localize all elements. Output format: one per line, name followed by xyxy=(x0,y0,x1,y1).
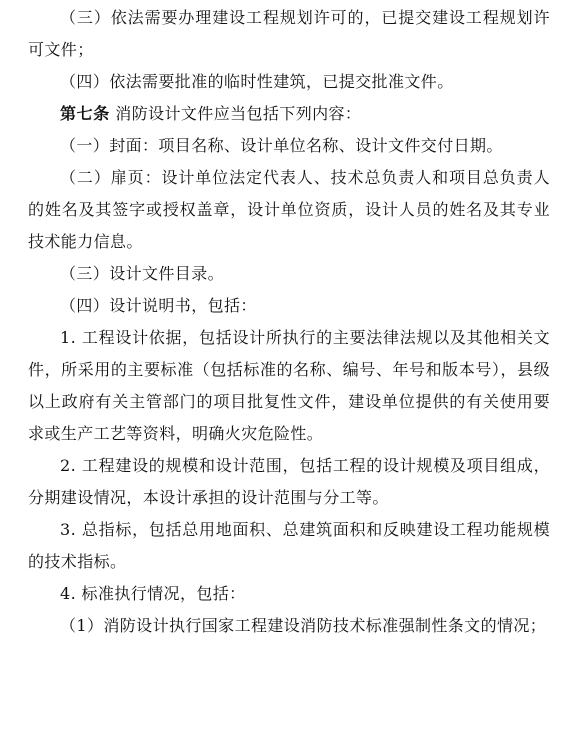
paragraph-toc xyxy=(28,258,550,290)
paragraph-text: 消防设计文件应当包括下列内容： xyxy=(109,104,362,123)
paragraph-text: （三）依法需要办理建设工程规划许可的，已提交建设工程规划许可文件； xyxy=(28,8,550,59)
paragraph-item-4 xyxy=(28,66,550,98)
paragraph-text: 4. 标准执行情况，包括： xyxy=(60,584,246,603)
paragraph-mandatory xyxy=(28,610,550,642)
paragraph-indicators xyxy=(28,514,550,578)
paragraph-text: （二）扉页：设计单位法定代表人、技术总负责人和项目总负责人的姓名及其签字或授权盖章，设计单位资质，设计人员的姓名及其专业技术能力信息。 xyxy=(28,168,550,251)
document-page xyxy=(28,2,550,642)
paragraph-text: 1. 工程设计依据，包括设计所执行的主要法律法规以及其他相关文件，所采用的主要标准（包括标准的名称、编号、年号和版本号），县级以上政府有关主管部门的项目批复性文件，建设单位提供的有关使用要求或生产工艺等资料，明确火灾危险性。 xyxy=(28,328,550,443)
paragraph-cover xyxy=(28,130,550,162)
paragraph-text: 2. 工程建设的规模和设计范围，包括工程的设计规模及项目组成，分期建设情况，本设计承担的设计范围与分工等。 xyxy=(28,456,550,507)
paragraph-standards xyxy=(28,578,550,610)
article-7-intro xyxy=(28,98,550,130)
paragraph-text: 3. 总指标，包括总用地面积、总建筑面积和反映建设工程功能规模的技术指标。 xyxy=(28,520,550,571)
paragraph-title-page xyxy=(28,162,550,258)
paragraph-design-spec xyxy=(28,290,550,322)
paragraph-basis xyxy=(28,322,550,450)
paragraph-text: （四）设计说明书，包括： xyxy=(60,296,257,315)
paragraph-text: （1）消防设计执行国家工程建设消防技术标准强制性条文的情况； xyxy=(60,616,547,635)
paragraph-scale xyxy=(28,450,550,514)
article-heading: 第七条 xyxy=(60,104,110,123)
paragraph-item-3 xyxy=(28,2,550,66)
paragraph-text: （三）设计文件目录。 xyxy=(60,264,225,283)
paragraph-text: （四）依法需要批准的临时性建筑，已提交批准文件。 xyxy=(60,72,454,91)
paragraph-text: （一）封面：项目名称、设计单位名称、设计文件交付日期。 xyxy=(60,136,503,155)
